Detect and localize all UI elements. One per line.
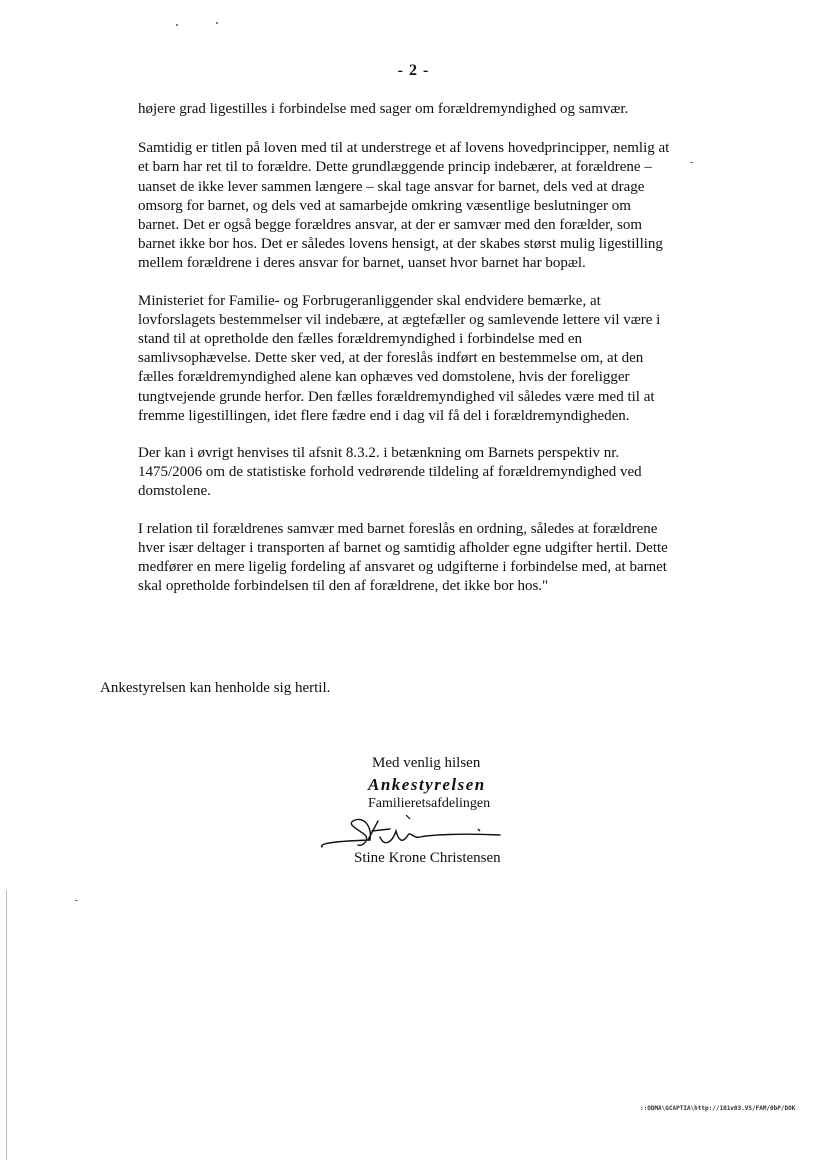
scan-speck	[176, 24, 178, 26]
paragraph: I relation til forældrenes samvær med barnet foreslås en ordning, således at forældrene hver især deltager i transporten af barnet og samtidig afholder egne udgifter hertil. Dette medfører en mere ligelig fordeling af ansvaret og udgifterne i forbindelse med, at barnet skal opretholde forbindelsen til den af forældrene, det ikke bor hos."	[138, 520, 668, 595]
scan-speck	[690, 162, 693, 163]
organization-name: Ankestyrelsen	[368, 775, 486, 794]
scan-speck	[75, 900, 78, 901]
closing-statement: Ankestyrelsen kan henholde sig hertil.	[100, 680, 331, 696]
scan-speck	[216, 22, 218, 24]
paragraph: Ministeriet for Familie- og Forbrugeranliggender skal endvidere bemærke, at lovforslagets bestemmelser vil indebære, at ægtefæller og samlevende lettere vil være i stand til at opretholde den fælles forældremyndighed i forbindelse med en samlivsophævelse. Dette sker ved, at der foreslås indført en bestemmelse om, at den fælles forældremyndighed alene kan ophæves ved domstolene, hvis der foreligger tungtvejende grunde herfor. Den fælles forældremyndighed vil således være med til at fremme ligestillingen, idet flere fædre end i dag vil få del i forældremyndigheden.	[138, 292, 661, 424]
page-number: - 2 -	[397, 62, 430, 79]
quoted-text	[138, 100, 673, 614]
paragraph: Der kan i øvrigt henvises til afsnit 8.3.2. i betænkning om Barnets perspektiv nr. 1475/2006 om de statistiske forhold vedrørende tildeling af forældremyndighed ved domstolene.	[138, 445, 642, 500]
signer-name: Stine Krone Christensen	[354, 850, 501, 866]
document-path-code: ::ODMA\GCAPTIA\http://101v03.VS/FAM/0bP/DOK	[640, 1105, 796, 1112]
department-name: Familieretsafdelingen	[368, 796, 491, 811]
scan-margin-line	[6, 890, 7, 1160]
paragraph: Samtidig er titlen på loven med til at understrege et af lovens hovedprincipper, nemlig at et barn har ret til to forældre. Dette grundlæggende princip indebærer, at forældrene – uanset de ikke lever sammen længere – skal tage ansvar for barnet, dels ved at drage omsorg for barnet, og dels ved at samarbejde omkring væsentlige beslutninger om barnet. Det er også begge forældres ansvar, at der er samvær med den forælder, som barnet ikke bor hos. Det er således lovens hensigt, at der skabes størst mulig ligestilling mellem forældrene i deres ansvar for barnet, uanset hvor barnet har bopæl.	[138, 140, 670, 272]
greeting: Med venlig hilsen	[372, 755, 481, 771]
paragraph: højere grad ligestilles i forbindelse med sager om forældremyndighed og samvær.	[138, 101, 629, 117]
